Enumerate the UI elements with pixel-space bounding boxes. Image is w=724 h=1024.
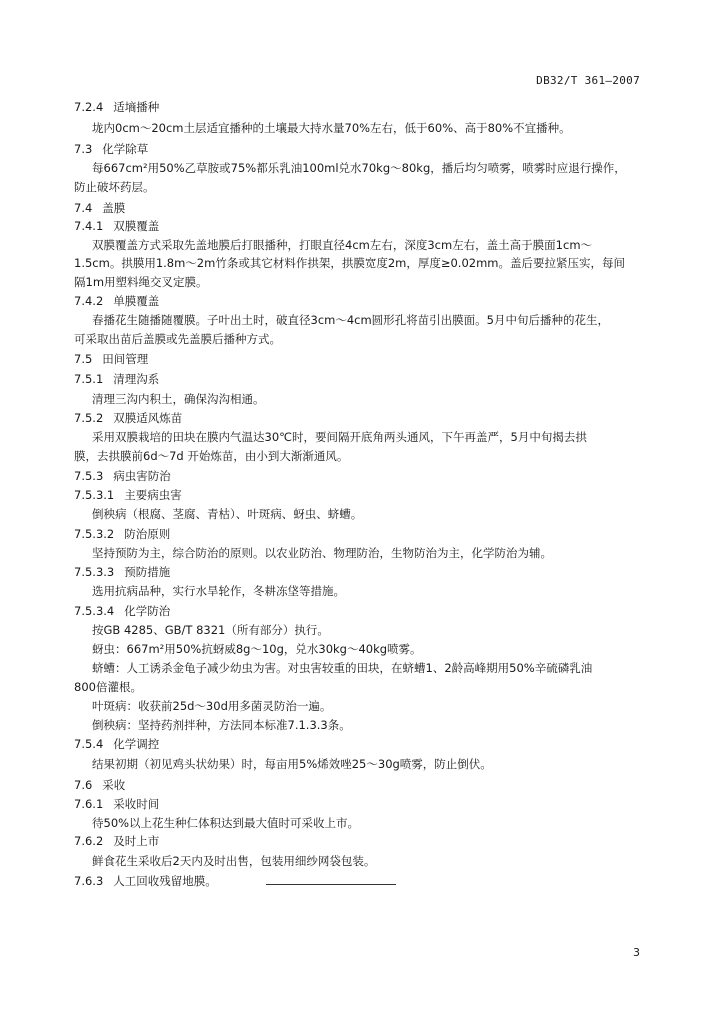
paragraph-line bbox=[74, 180, 155, 194]
paragraph-text: 倒秧病：坚持药剂拌种，方法同本标准7.1.3.3条。 bbox=[92, 718, 351, 732]
section-title: 化学调控 bbox=[113, 737, 160, 751]
section-number: 7.6.2 bbox=[74, 834, 104, 848]
paragraph-text: 采用双膜栽培的田块在膜内气温达30℃时，要间隔开底角两头通风，下午再盖严，5月中旬揭去拱 bbox=[92, 430, 587, 444]
end-divider bbox=[266, 884, 396, 885]
section-number: 7.5.3.4 bbox=[74, 604, 115, 618]
section-title: 盖膜 bbox=[102, 201, 126, 215]
paragraph-line bbox=[92, 661, 592, 675]
paragraph-line bbox=[74, 256, 625, 270]
section-heading bbox=[74, 778, 125, 792]
section-heading bbox=[74, 527, 170, 541]
paragraph-text: 选用抗病品种，实行水旱轮作，冬耕冻垡等措施。 bbox=[92, 584, 345, 598]
section-number: 7.4.2 bbox=[74, 294, 104, 308]
paragraph-line bbox=[92, 161, 626, 175]
section-heading bbox=[74, 565, 170, 579]
section-number: 7.6.3 bbox=[74, 874, 104, 888]
paragraph-text: 按GB 4285、GB/T 8321（所有部分）执行。 bbox=[92, 623, 329, 637]
paragraph-line bbox=[92, 757, 492, 771]
paragraph-line bbox=[92, 816, 359, 830]
paragraph-line bbox=[92, 546, 552, 560]
section-number: 7.5.3.2 bbox=[74, 527, 115, 541]
section-title: 化学除草 bbox=[102, 142, 149, 156]
paragraph-line bbox=[92, 854, 375, 868]
paragraph-text: 待50%以上花生种仁体积达到最大值时可采收上市。 bbox=[92, 816, 360, 830]
section-title: 单膜覆盖 bbox=[113, 294, 160, 308]
paragraph-text: 垅内0cm～20cm土层适宜播种的土壤最大持水量70%左右，低于60%、高于80%不宜播种。 bbox=[92, 121, 571, 135]
section-number: 7.5 bbox=[74, 352, 93, 366]
paragraph-text: 800倍灌根。 bbox=[74, 680, 142, 694]
section-number: 7.5.3.3 bbox=[74, 565, 115, 579]
paragraph-line bbox=[92, 699, 331, 713]
section-number: 7.5.1 bbox=[74, 372, 104, 386]
section-heading bbox=[74, 797, 159, 811]
paragraph-line bbox=[92, 392, 265, 406]
section-heading bbox=[74, 874, 217, 888]
section-heading bbox=[74, 604, 170, 618]
paragraph-line bbox=[92, 584, 345, 598]
paragraph-text: 春播花生随播随覆膜。子叶出土时，破直径3cm～4cm圆形孔将苗引出膜面。5月中旬后播种的花生， bbox=[92, 313, 609, 327]
section-heading bbox=[74, 834, 159, 848]
paragraph-text: 1.5cm。拱膜用1.8m～2m竹条或其它材料作拱架，拱膜宽度2m，厚度≥0.02mm。盖后要拉紧压实，每间 bbox=[74, 256, 625, 270]
paragraph-line bbox=[92, 623, 329, 637]
paragraph-text: 防止破坏药层。 bbox=[74, 180, 155, 194]
section-number: 7.5.2 bbox=[74, 411, 104, 425]
paragraph-text: 膜，去拱膜前6d～7d 开始炼苗，由小到大渐渐通风。 bbox=[74, 449, 349, 463]
section-title: 清理沟系 bbox=[113, 372, 160, 386]
paragraph-line bbox=[92, 507, 362, 521]
paragraph-line bbox=[92, 238, 592, 252]
section-number: 7.5.3.1 bbox=[74, 488, 115, 502]
section-heading bbox=[74, 352, 148, 366]
section-title: 采收 bbox=[102, 778, 126, 792]
section-number: 7.4 bbox=[74, 201, 93, 215]
paragraph-text: 倒秧病（根腐、茎腐、青枯）、叶斑病、蚜虫、蛴螬。 bbox=[92, 507, 363, 521]
section-title: 病虫害防治 bbox=[113, 469, 171, 483]
section-title: 及时上市 bbox=[113, 834, 160, 848]
paragraph-line bbox=[74, 332, 281, 346]
paragraph-text: 每667cm²用50%乙草胺或75%都乐乳油100ml兑水70kg～80kg，播后均匀喷雾，喷雾时应退行操作， bbox=[92, 161, 626, 175]
section-number: 7.3 bbox=[74, 142, 93, 156]
section-title: 预防措施 bbox=[124, 565, 171, 579]
paragraph-text: 叶斑病：收获前25d～30d用多菌灵防治一遍。 bbox=[92, 699, 332, 713]
section-number: 7.4.1 bbox=[74, 219, 104, 233]
section-title: 防治原则 bbox=[124, 527, 171, 541]
section-title: 适墒播种 bbox=[113, 100, 160, 114]
section-heading bbox=[74, 100, 159, 114]
section-heading bbox=[74, 469, 171, 483]
section-title: 双膜覆盖 bbox=[113, 219, 160, 233]
section-number: 7.2.4 bbox=[74, 100, 104, 114]
paragraph-text: 隔1m用塑料绳交叉定膜。 bbox=[74, 275, 208, 289]
paragraph-line bbox=[92, 121, 571, 135]
paragraph-text: 鲜食花生采收后2天内及时出售，包装用细纱网袋包装。 bbox=[92, 854, 376, 868]
paragraph-line bbox=[92, 430, 587, 444]
paragraph-text: 清理三沟内积土，确保沟沟相通。 bbox=[92, 392, 265, 406]
section-heading bbox=[74, 219, 159, 233]
section-number: 7.6.1 bbox=[74, 797, 104, 811]
section-title: 化学防治 bbox=[124, 604, 171, 618]
section-heading bbox=[74, 488, 182, 502]
section-heading bbox=[74, 737, 159, 751]
section-heading bbox=[74, 201, 125, 215]
section-title: 主要病虫害 bbox=[124, 488, 182, 502]
paragraph-text: 可采取出苗后盖膜或先盖膜后播种方式。 bbox=[74, 332, 281, 346]
section-title: 采收时间 bbox=[113, 797, 160, 811]
paragraph-line bbox=[92, 313, 609, 327]
section-number: 7.6 bbox=[74, 778, 93, 792]
section-heading bbox=[74, 411, 182, 425]
paragraph-text: 双膜覆盖方式采取先盖地膜后打眼播种，打眼直径4cm左右，深度3cm左右，盖土高于膜面1cm～ bbox=[92, 238, 593, 252]
paragraph-line bbox=[74, 680, 142, 694]
section-title: 双膜适风炼苗 bbox=[113, 411, 183, 425]
section-number: 7.5.4 bbox=[74, 737, 104, 751]
section-heading bbox=[74, 372, 159, 386]
document-code: DB32/T 361—2007 bbox=[536, 74, 640, 87]
paragraph-line bbox=[74, 449, 348, 463]
page-number: 3 bbox=[633, 946, 640, 959]
section-title: 人工回收残留地膜。 bbox=[113, 874, 217, 888]
section-number: 7.5.3 bbox=[74, 469, 104, 483]
paragraph-line bbox=[74, 275, 208, 289]
paragraph-line bbox=[92, 718, 351, 732]
paragraph-text: 结果初期（初见鸡头状幼果）时，每亩用5%烯效唑25～30g喷雾，防止倒伏。 bbox=[92, 757, 492, 771]
paragraph-text: 蛴螬：人工诱杀金龟子减少幼虫为害。对虫害较重的田块，在蛴螬1、2龄高峰期用50%辛硫磷乳油 bbox=[92, 661, 593, 675]
section-title: 田间管理 bbox=[102, 352, 149, 366]
section-heading bbox=[74, 294, 159, 308]
paragraph-text: 蚜虫：667m²用50%抗蚜威8g～10g，兑水30kg～40kg喷雾。 bbox=[92, 642, 422, 656]
paragraph-line bbox=[92, 642, 422, 656]
paragraph-text: 坚持预防为主，综合防治的原则。以农业防治、物理防治，生物防治为主，化学防治为辅。 bbox=[92, 546, 552, 560]
section-heading bbox=[74, 142, 148, 156]
